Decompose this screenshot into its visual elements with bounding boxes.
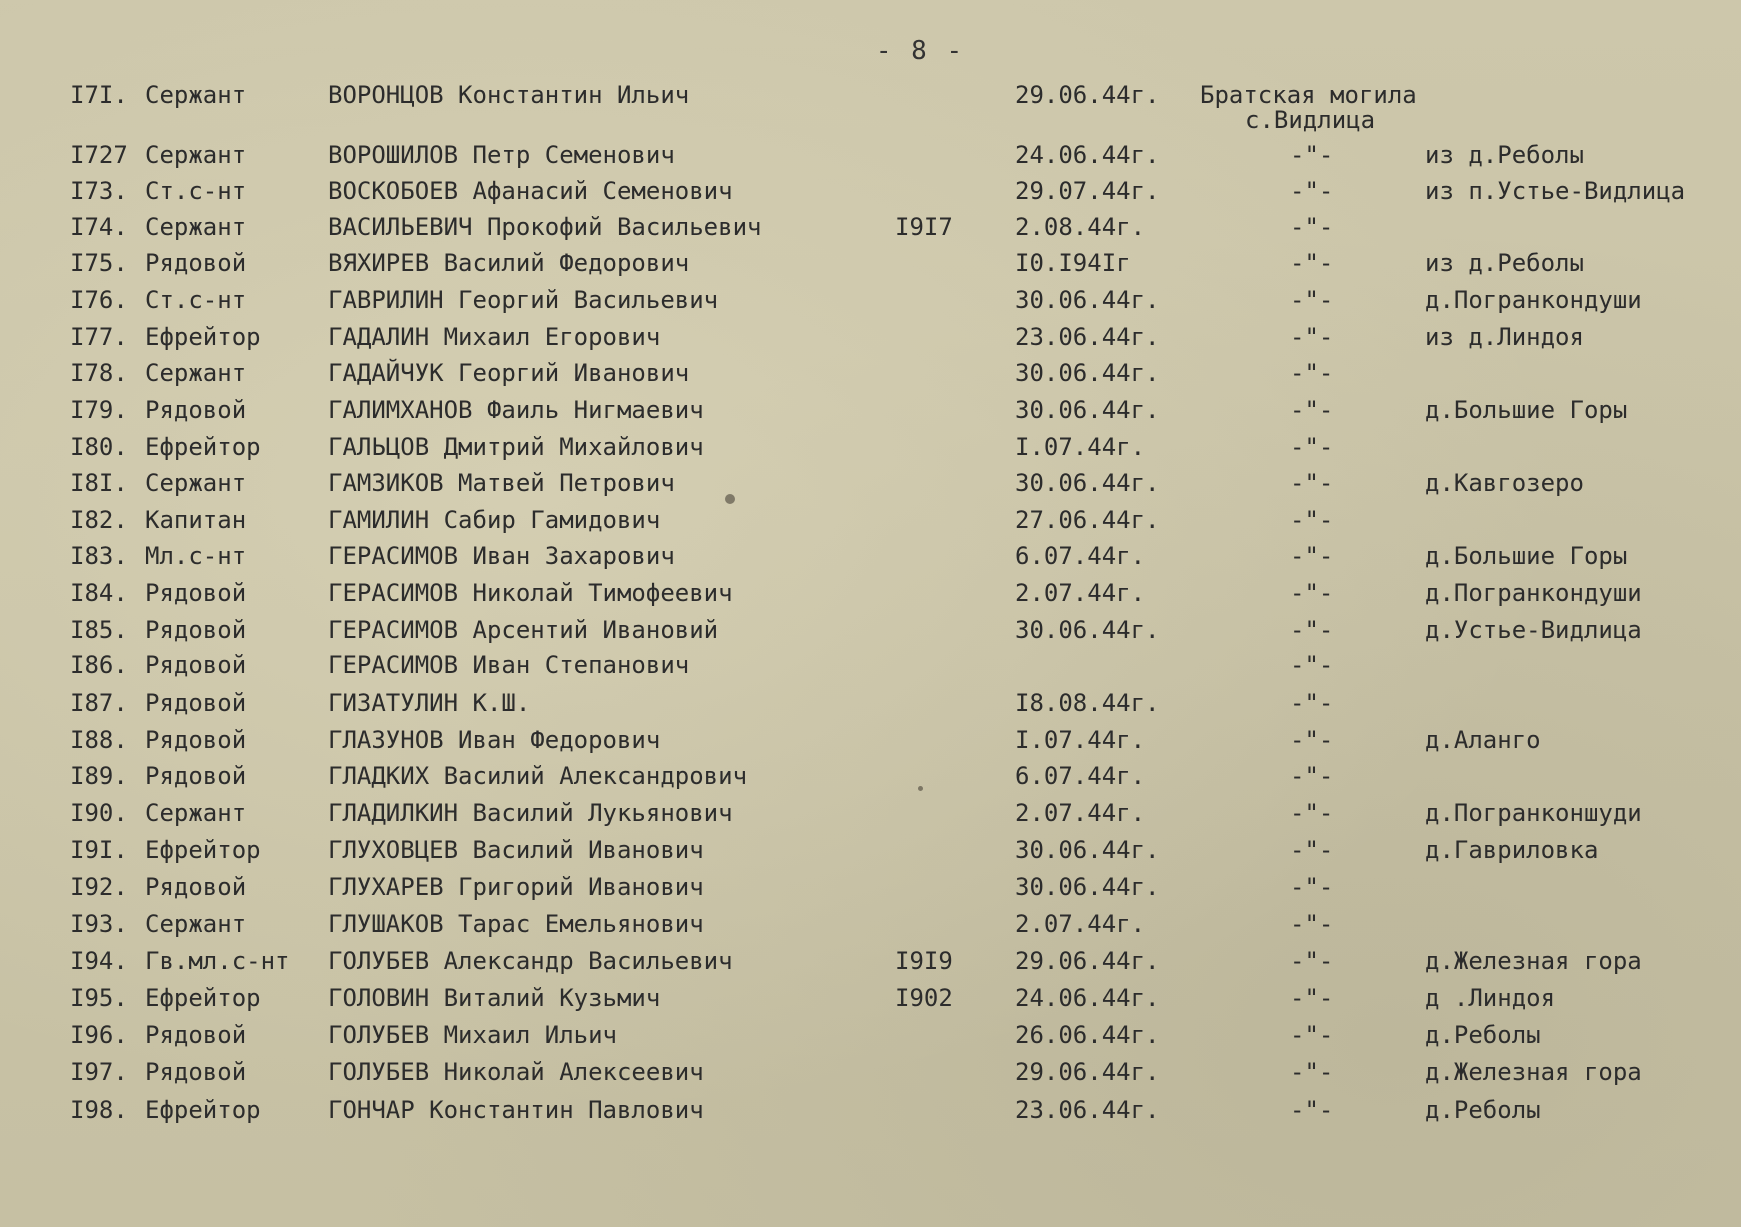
row-date: 27.06.44г. — [1015, 506, 1160, 534]
row-name: ВЯХИРЕВ Василий Федорович — [328, 249, 690, 277]
row-name: ГАЛИМХАНОВ Фаиль Нигмаевич — [328, 396, 704, 424]
row-name: ГОЛУБЕВ Александр Васильевич — [328, 947, 733, 975]
row-date: 2.07.44г. — [1015, 579, 1146, 607]
row-rank: Рядовой — [145, 616, 247, 644]
row-name: ГАЛЬЦОВ Дмитрий Михайлович — [328, 433, 704, 461]
list-row — [0, 503, 1741, 537]
row-burial: -"- — [1290, 651, 1334, 679]
row-name: ВОРОШИЛОВ Петр Семенович — [328, 141, 675, 169]
row-date: 24.06.44г. — [1015, 984, 1160, 1012]
row-burial: -"- — [1290, 836, 1334, 864]
list-row — [0, 283, 1741, 317]
row-rank: Рядовой — [145, 726, 247, 754]
row-num: I75. — [70, 249, 128, 277]
row-date: 2.07.44г. — [1015, 910, 1146, 938]
row-num: I82. — [70, 506, 128, 534]
row-place: д.Большие Горы — [1425, 396, 1628, 424]
row-place: из п.Устье-Видлица — [1425, 177, 1686, 205]
row-date: 23.06.44г. — [1015, 1096, 1160, 1124]
row-rank: Ефрейтор — [145, 323, 261, 351]
row-num: I727 — [70, 141, 128, 169]
row-rank: Ст.с-нт — [145, 286, 247, 314]
list-row — [0, 796, 1741, 830]
row-place: д.Погранкондуши — [1425, 579, 1642, 607]
row-date: 30.06.44г. — [1015, 873, 1160, 901]
row-place: д.Реболы — [1425, 1021, 1541, 1049]
row-rank: Рядовой — [145, 873, 247, 901]
row-name: ГАМЗИКОВ Матвей Петрович — [328, 469, 675, 497]
row-date: 24.06.44г. — [1015, 141, 1160, 169]
row-rank: Рядовой — [145, 1058, 247, 1086]
row-name: ГЛАЗУНОВ Иван Федорович — [328, 726, 661, 754]
row-burial: -"- — [1290, 396, 1334, 424]
ink-speck — [918, 786, 923, 791]
list-row — [0, 613, 1741, 647]
list-row — [0, 981, 1741, 1015]
list-row — [0, 907, 1741, 941]
row-num: I7I. — [70, 81, 128, 109]
row-name: ГИЗАТУЛИН К.Ш. — [328, 689, 531, 717]
row-num: I88. — [70, 726, 128, 754]
row-num: I79. — [70, 396, 128, 424]
row-num: I98. — [70, 1096, 128, 1124]
row-name: ГОНЧАР Константин Павлович — [328, 1096, 704, 1124]
row-name: ГЕРАСИМОВ Иван Степанович — [328, 651, 690, 679]
row-name: ВОСКОБОЕВ Афанасий Семенович — [328, 177, 733, 205]
row-num: I8I. — [70, 469, 128, 497]
row-burial: -"- — [1290, 249, 1334, 277]
row-num: I94. — [70, 947, 128, 975]
row-date: 29.07.44г. — [1015, 177, 1160, 205]
row-rank: Ефрейтор — [145, 1096, 261, 1124]
row-date: I.07.44г. — [1015, 433, 1146, 461]
row-num: I90. — [70, 799, 128, 827]
row-date: 2.08.44г. — [1015, 213, 1146, 241]
list-row — [0, 210, 1741, 244]
row-rank: Сержант — [145, 81, 247, 109]
row-rank: Сержант — [145, 799, 247, 827]
row-num: I87. — [70, 689, 128, 717]
row-place: д.Реболы — [1425, 1096, 1541, 1124]
row-num: I92. — [70, 873, 128, 901]
row-year: I9I9 — [895, 947, 953, 975]
row-num: I95. — [70, 984, 128, 1012]
list-row — [0, 870, 1741, 904]
row-burial: -"- — [1290, 579, 1334, 607]
row-date: 30.06.44г. — [1015, 396, 1160, 424]
row-name: ГАМИЛИН Сабир Гамидович — [328, 506, 661, 534]
row-num: I9I. — [70, 836, 128, 864]
row-burial: -"- — [1290, 506, 1334, 534]
row-place: д.Погранкондуши — [1425, 286, 1642, 314]
row-burial: -"- — [1290, 726, 1334, 754]
row-date: 30.06.44г. — [1015, 836, 1160, 864]
row-name: ГАДАЛИН Михаил Егорович — [328, 323, 661, 351]
row-burial: -"- — [1290, 1021, 1334, 1049]
ink-smudge — [725, 494, 735, 504]
row-name: ГЛУХОВЦЕВ Василий Иванович — [328, 836, 704, 864]
row-burial: -"- — [1290, 542, 1334, 570]
row-name: ВАСИЛЬЕВИЧ Прокофий Васильевич — [328, 213, 762, 241]
row-num: I77. — [70, 323, 128, 351]
row-name: ГЕРАСИМОВ Арсентий Ивановий — [328, 616, 719, 644]
list-row — [0, 539, 1741, 573]
row-rank: Сержант — [145, 141, 247, 169]
row-num: I93. — [70, 910, 128, 938]
row-rank: Гв.мл.с-нт — [145, 947, 290, 975]
row-date: 30.06.44г. — [1015, 469, 1160, 497]
row-rank: Ефрейтор — [145, 984, 261, 1012]
row-num: I97. — [70, 1058, 128, 1086]
row-burial: -"- — [1290, 799, 1334, 827]
row-burial: -"- — [1290, 359, 1334, 387]
row-burial: -"- — [1290, 762, 1334, 790]
row-burial: -"- — [1290, 873, 1334, 901]
row-name: ВОРОНЦОВ Константин Ильич — [328, 81, 690, 109]
row-year: I9I7 — [895, 213, 953, 241]
row-date: 29.06.44г. — [1015, 947, 1160, 975]
row-place: д .Линдоя — [1425, 984, 1556, 1012]
row-place: д.Погранконшуди — [1425, 799, 1642, 827]
row-num: I74. — [70, 213, 128, 241]
row-place: из д.Реболы — [1425, 141, 1584, 169]
row-rank: Сержант — [145, 910, 247, 938]
row-date: 6.07.44г. — [1015, 762, 1146, 790]
row-burial: -"- — [1290, 947, 1334, 975]
list-row — [0, 393, 1741, 427]
row-date: 23.06.44г. — [1015, 323, 1160, 351]
list-row — [0, 356, 1741, 390]
row-date: 30.06.44г. — [1015, 359, 1160, 387]
row-name: ГЕРАСИМОВ Николай Тимофеевич — [328, 579, 733, 607]
row-name: ГЛАДКИХ Василий Александрович — [328, 762, 748, 790]
list-row — [0, 1055, 1741, 1089]
list-row — [0, 833, 1741, 867]
list-row — [0, 430, 1741, 464]
row-burial: -"- — [1290, 1096, 1334, 1124]
row-num: I89. — [70, 762, 128, 790]
list-row — [0, 723, 1741, 757]
row-rank: Ефрейтор — [145, 836, 261, 864]
row-rank: Ст.с-нт — [145, 177, 247, 205]
row-name: ГЛУХАРЕВ Григорий Иванович — [328, 873, 704, 901]
row-rank: Рядовой — [145, 249, 247, 277]
list-row — [0, 576, 1741, 610]
row-rank: Рядовой — [145, 579, 247, 607]
row-date: 26.06.44г. — [1015, 1021, 1160, 1049]
list-row — [0, 466, 1741, 500]
row-name: ГЛУШАКОВ Тарас Емельянович — [328, 910, 704, 938]
row-rank: Сержант — [145, 469, 247, 497]
row-rank: Рядовой — [145, 689, 247, 717]
list-row — [0, 320, 1741, 354]
row-place: д.Кавгозеро — [1425, 469, 1584, 497]
row-burial: -"- — [1290, 141, 1334, 169]
row-burial: -"- — [1290, 213, 1334, 241]
row-name: ГОЛОВИН Виталий Кузьмич — [328, 984, 661, 1012]
row-burial: -"- — [1290, 286, 1334, 314]
row-name: ГЛАДИЛКИН Василий Лукьянович — [328, 799, 733, 827]
list-row — [0, 648, 1741, 682]
row-date: 30.06.44г. — [1015, 616, 1160, 644]
row-num: I78. — [70, 359, 128, 387]
row-date: 29.06.44г. — [1015, 81, 1160, 109]
row-rank: Рядовой — [145, 396, 247, 424]
row-burial: -"- — [1290, 469, 1334, 497]
row-date: 30.06.44г. — [1015, 286, 1160, 314]
list-row — [0, 1018, 1741, 1052]
row-num: I86. — [70, 651, 128, 679]
list-row — [0, 78, 1741, 134]
row-burial: -"- — [1290, 616, 1334, 644]
row-name: ГОЛУБЕВ Михаил Ильич — [328, 1021, 617, 1049]
list-row — [0, 1093, 1741, 1127]
row-place: д.Аланго — [1425, 726, 1541, 754]
row-burial: -"- — [1290, 177, 1334, 205]
row-rank: Сержант — [145, 359, 247, 387]
row-name: ГАДАЙЧУК Георгий Иванович — [328, 359, 690, 387]
row-date: I0.I94Iг — [1015, 249, 1131, 277]
list-row — [0, 138, 1741, 172]
row-name: ГЕРАСИМОВ Иван Захарович — [328, 542, 675, 570]
row-place: д.Железная гора — [1425, 1058, 1642, 1086]
row-name: ГОЛУБЕВ Николай Алексеевич — [328, 1058, 704, 1086]
row-name: ГАВРИЛИН Георгий Васильевич — [328, 286, 719, 314]
row-num: I80. — [70, 433, 128, 461]
row-num: I83. — [70, 542, 128, 570]
row-num: I85. — [70, 616, 128, 644]
row-burial: Братская могила — [1200, 81, 1417, 109]
row-place: из д.Линдоя — [1425, 323, 1584, 351]
row-burial: -"- — [1290, 323, 1334, 351]
row-rank: Рядовой — [145, 762, 247, 790]
list-row — [0, 246, 1741, 280]
list-row — [0, 174, 1741, 208]
row-num: I96. — [70, 1021, 128, 1049]
row-year: I902 — [895, 984, 953, 1012]
page-number: - 8 - — [875, 36, 965, 66]
row-rank: Капитан — [145, 506, 247, 534]
row-place: д.Устье-Видлица — [1425, 616, 1642, 644]
row-burial: -"- — [1290, 1058, 1334, 1086]
row-num: I84. — [70, 579, 128, 607]
list-row — [0, 686, 1741, 720]
row-date: 29.06.44г. — [1015, 1058, 1160, 1086]
row-date: I8.08.44г. — [1015, 689, 1160, 717]
list-row — [0, 759, 1741, 793]
row-rank: Сержант — [145, 213, 247, 241]
row-place: д.Железная гора — [1425, 947, 1642, 975]
row-rank: Рядовой — [145, 1021, 247, 1049]
row-place: д.Большие Горы — [1425, 542, 1628, 570]
row-date: 2.07.44г. — [1015, 799, 1146, 827]
row-burial: -"- — [1290, 689, 1334, 717]
row-burial: -"- — [1290, 984, 1334, 1012]
row-rank: Мл.с-нт — [145, 542, 247, 570]
row-date: I.07.44г. — [1015, 726, 1146, 754]
row-rank: Рядовой — [145, 651, 247, 679]
row-place: д.Гавриловка — [1425, 836, 1599, 864]
row-burial: -"- — [1290, 433, 1334, 461]
list-row — [0, 944, 1741, 978]
row-num: I73. — [70, 177, 128, 205]
row-burial: -"- — [1290, 910, 1334, 938]
row-place: из д.Реболы — [1425, 249, 1584, 277]
row-date: 6.07.44г. — [1015, 542, 1146, 570]
row-num: I76. — [70, 286, 128, 314]
row-rank: Ефрейтор — [145, 433, 261, 461]
row-burial-sub: с.Видлица — [1245, 106, 1376, 134]
